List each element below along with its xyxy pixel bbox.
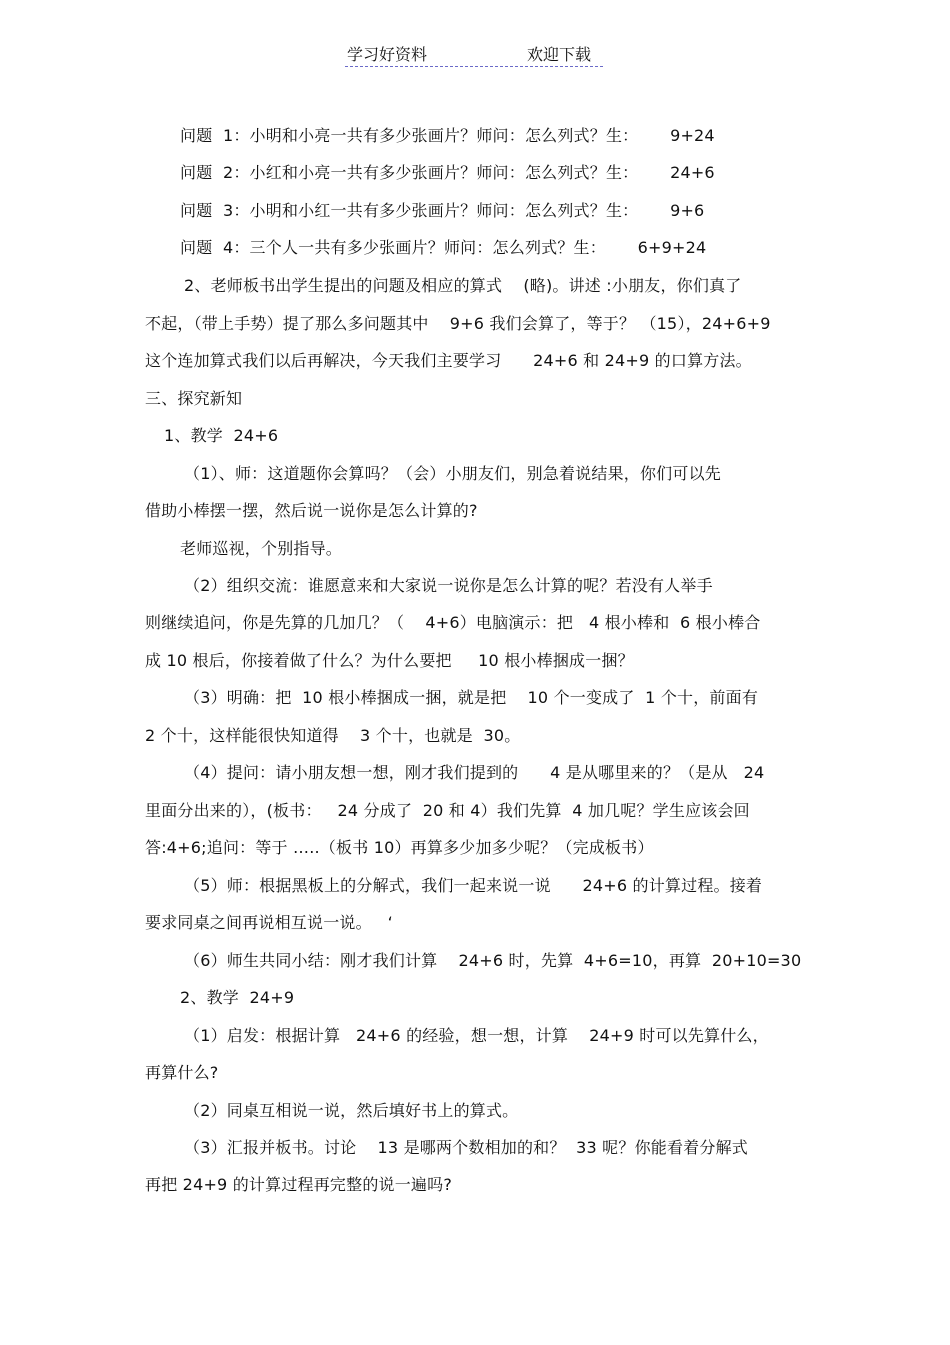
text-line: （3）明确：把 10 根小棒捆成一捆，就是把 10 个一变成了 1 个十，前面有 — [184, 688, 759, 707]
text-line: 2、老师板书出学生提出的问题及相应的算式 (略)。讲述 :小朋友，你们真了 — [184, 276, 742, 295]
text-line: （2）组织交流：谁愿意来和大家说一说你是怎么计算的呢？若没有人举手 — [184, 576, 713, 595]
text-line: 问题 3：小明和小红一共有多少张画片？师问：怎么列式？生： 9+6 — [180, 201, 705, 220]
section-heading: 三、探究新知 — [145, 389, 243, 408]
text-line: 2 个十，这样能很快知道得 3 个十，也就是 30。 — [145, 726, 521, 745]
text-line: （5）师：根据黑板上的分解式，我们一起来说一说 24+6 的计算过程。接着 — [184, 876, 763, 895]
text-line: 问题 1：小明和小亮一共有多少张画片？师问：怎么列式？生： 9+24 — [180, 126, 715, 145]
text-line: 老师巡视，个别指导。 — [180, 539, 343, 558]
text-line: （2）同桌互相说一说，然后填好书上的算式。 — [184, 1101, 519, 1120]
text-line: 这个连加算式我们以后再解决，今天我们主要学习 24+6 和 24+9 的口算方法。 — [145, 351, 752, 370]
text-line: 成 10 根后，你接着做了什么？为什么要把 10 根小棒捆成一捆？ — [145, 651, 634, 670]
text-line: 答:4+6;追问：等于 …..（板书 10）再算多少加多少呢？（完成板书） — [145, 838, 654, 857]
text-line: 里面分出来的），(板书： 24 分成了 20 和 4）我们先算 4 加几呢？学生应该会回 — [145, 801, 750, 820]
header-right-text: 欢迎下载 — [527, 45, 592, 64]
header-left-text: 学习好资料 — [347, 45, 428, 64]
text-line: （1）启发：根据计算 24+6 的经验，想一想，计算 24+9 时可以先算什么， — [184, 1026, 769, 1045]
page-header — [345, 40, 603, 67]
text-line: 不起，（带上手势）提了那么多问题其中 9+6 我们会算了，等于？ （15），24+6+9 — [145, 314, 771, 333]
text-line: 问题 4：三个人一共有多少张画片？师问：怎么列式？生： 6+9+24 — [180, 238, 707, 257]
text-line: （1）、师：这道题你会算吗？（会）小朋友们，别急着说结果，你们可以先 — [184, 464, 721, 483]
text-line: 借助小棒摆一摆，然后说一说你是怎么计算的? — [145, 501, 478, 520]
text-line: 问题 2：小红和小亮一共有多少张画片？师问：怎么列式？生： 24+6 — [180, 163, 715, 182]
text-line: 要求同桌之间再说相互说一说。 ‘ — [145, 913, 393, 932]
text-line: 则继续追问，你是先算的几加几？（ 4+6）电脑演示：把 4 根小棒和 6 根小棒合 — [145, 613, 761, 632]
text-line: 再把 24+9 的计算过程再完整的说一遍吗? — [145, 1175, 453, 1194]
text-line: （6）师生共同小结：刚才我们计算 24+6 时，先算 4+6=10，再算 20+10=30 — [184, 951, 802, 970]
text-line: （3）汇报并板书。讨论 13 是哪两个数相加的和？ 33 呢？你能看着分解式 — [184, 1138, 748, 1157]
subsection-heading: 2、教学 24+9 — [180, 988, 295, 1007]
subsection-heading: 1、教学 24+6 — [164, 426, 279, 445]
text-line: 再算什么? — [145, 1063, 219, 1082]
text-line: （4）提问：请小朋友想一想，刚才我们提到的 4 是从哪里来的？（是从 24 — [184, 763, 765, 782]
